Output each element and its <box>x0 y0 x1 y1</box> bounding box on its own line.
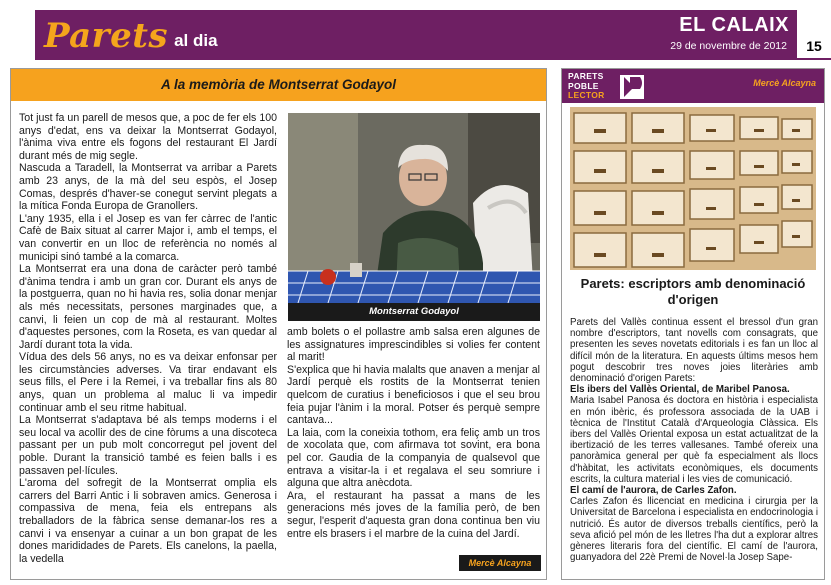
masthead-word: Parets <box>44 16 169 56</box>
sidebar-author: Mercè Alcayna <box>753 78 816 88</box>
logo-line: LECTOR <box>568 90 605 100</box>
parets-poble-lector-logo <box>568 72 605 101</box>
masthead-subtitle: al dia <box>174 31 218 50</box>
article-paragraph: Nascuda a Taradell, la Montserrat va arribar a Parets amb 23 anys, de la mà del seu espòs, el Josep Comas, després d'haver-se conegut servint plegats a la mítica Fonda Europa de Granollers. <box>19 162 277 213</box>
article-column-1 <box>19 112 277 565</box>
sidebar-header <box>562 69 824 103</box>
article-paragraph: L'aroma del sofregit de la Montserrat omplia els carrers del Barri Antic i li sobraven amics. Generosa i compassiva de mena, feia els entrepans als treballadors de la fàbrica sense demanar-los res a canvi i va ensenyar a cuinar a un bon grapat de les dones marididades de Parets. Els canelons, la paella, la vedella <box>19 477 277 565</box>
article-paragraph: S'explica que hi havia malalts que anaven a menjar al Jardí perquè els rostits de la Montserrat tenien quelcom de curatius i beneficiosos i que el seu brou feia pujar l'ànim i la moral. Potser és perquè sempre cantava... <box>287 363 540 427</box>
article-paragraph: Vídua des dels 56 anys, no es va deixar enfonsar per les circumstàncies adverses. Va tirar endavant els seus fills, el Pere i la Remei, i va treballar fins als 80 anys, quan un problema al maluc li va impedir continuar amb el seu ritme habitual. <box>19 351 277 414</box>
article-paragraph: La Montserrat s'adaptava bé als temps moderns i el seu local va acollir des de cine fòrums a una discoteca passant per un pub molt concorregut pel jovent del poble. Durant la transició també es feien balls i es passaven pel·lícules. <box>19 414 277 477</box>
page-header <box>0 0 831 62</box>
main-article <box>10 68 547 580</box>
portrait-illustration <box>288 113 540 303</box>
masthead-logo <box>44 14 218 54</box>
article-paragraph: Ara, el restaurant ha passat a mans de les generacions més joves de la família però, de ben segur, l'esperit d'aquesta gran dona continua ben viu entre els brasers i el marbre de la cuina del Jardí. <box>287 489 540 540</box>
sidebar-paragraph: Parets del Vallès continua essent el bressol d'un gran nombre d'escriptors, tant novells com consagrats, que presenten les seves novetats editorials i es fan un lloc al difícil món de la literatura. En aquests últims mesos hem pogut descobrir tres noves joies literàries amb denominació d'origen Parets: <box>570 317 818 385</box>
article-paragraph: amb bolets o el pollastre amb salsa eren algunes de les assignatures imprescindibles si volies fer content al marit! <box>287 326 540 364</box>
page-number: 15 <box>797 34 831 58</box>
issue-date: 29 de novembre de 2012 <box>670 40 787 52</box>
article-signature: Mercè Alcayna <box>459 555 541 571</box>
article-paragraph: Tot just fa un parell de mesos que, a poc de fer els 100 anys d'edat, ens va deixar la Montserrat Godayol, l'ànima viva entre els fogons del restaurant El Jardí durant més de mig segle. <box>19 112 277 162</box>
article-paragraph: La laia, com la coneixia tothom, era feliç amb un tros de xocolata que, com afirmava tot sovint, era bona pel cor. Gaudia de la companyia de qualsevol que entrava a visitar-la i et regalava el seu somriure i alguna que altra anècdota. <box>287 426 540 490</box>
portrait-photo <box>288 113 540 303</box>
sidebar-title: Parets: escriptors amb denominació d'origen <box>580 276 806 307</box>
book-2-description: Carles Zafon és llicenciat en medicina i cirurgia per la Universitat de Barcelona i especialista en endocrinologia i nutrició. És autor de diversos treballs científics, però la seva afició pel món de les lletres l'ha dut a explorar altres gèneres literaris fora del científic. El camí de l'aurora, guanyadora del 22è Premi de Novel·la Josep Sape- <box>570 496 818 564</box>
book-1-heading <box>570 384 818 395</box>
book-2-title: El camí de l'aurora, de Carles Zafon. <box>570 485 737 497</box>
book-logo-icon <box>618 71 646 101</box>
drawers-illustration <box>570 107 816 270</box>
logo-line: PARETS <box>568 71 604 81</box>
photo-caption: Montserrat Godayol <box>288 303 540 321</box>
article-title: A la memòria de Montserrat Godayol <box>11 69 546 101</box>
article-paragraph: L'any 1935, ella i el Josep es van fer càrrec de l'antic Cafè de Baix situat al carrer Major i, amb el temps, el van convertir en un lloc de referència no només al municipi sinó també a la comarca. <box>19 212 277 263</box>
sidebar-article <box>561 68 825 580</box>
sidebar-body <box>570 317 818 563</box>
book-2-heading <box>570 485 818 496</box>
article-column-2 <box>287 326 540 540</box>
book-1-description: Maria Isabel Panosa és doctora en història i especialista en món ibèric, és professora associada de la UAB i tècnica de l'Institut Català d'Arqueologia Clàssica. Els ibers del Vallès Oriental exposa un estat actualitzat de la ibertizació de les terres vallesanes. També ofereix una panoràmica general per què fa especialment als llocs d'hàbitat, les activitats econòmiques, els documents escrits, la cultura material i les vies de comunicació. <box>570 395 818 485</box>
header-rule <box>35 58 831 60</box>
archive-drawers-photo <box>570 107 816 270</box>
section-title: EL CALAIX <box>679 14 789 36</box>
book-1-title: Els ibers del Vallès Oriental, de Maribel Panosa. <box>570 384 790 396</box>
article-paragraph: La Montserrat era una dona de caràcter però també d'ànima tendra i amb un gran cor. Durant els anys de la postguerra, quan no hi havia res, solia donar menjar als més necessitats, persones marginades que, a canvi, li feien un cop de mà al restaurant. Moltes d'aquestes persones, com la Roseta, es van quedar al Jardí durant tota la vida. <box>19 263 277 351</box>
logo-line: POBLE <box>568 80 599 91</box>
